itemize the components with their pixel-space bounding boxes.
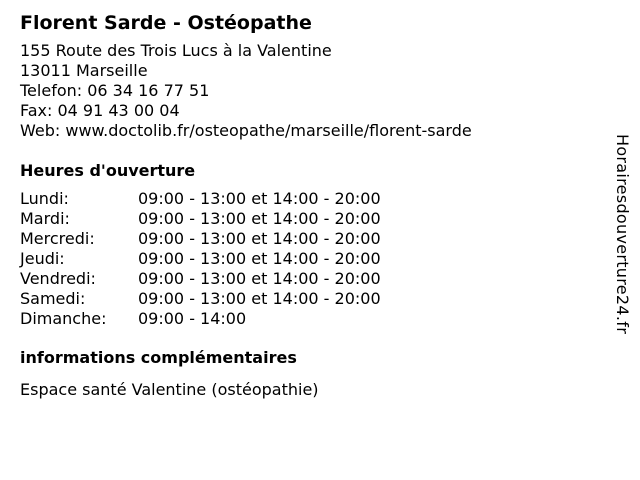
- time-range: 09:00 - 13:00 et 14:00 - 20:00: [138, 289, 381, 308]
- time-range: 09:00 - 13:00 et 14:00 - 20:00: [138, 229, 381, 248]
- website-link: Web: www.doctolib.fr/osteopathe/marseille/florent-sarde: [20, 121, 472, 140]
- business-address: [20, 41, 600, 141]
- city-address: 13011 Marseille: [20, 61, 148, 80]
- phone-number: Telefon: 06 34 16 77 51: [20, 81, 210, 100]
- time-range: 09:00 - 13:00 et 14:00 - 20:00: [138, 189, 381, 208]
- day-label: Jeudi:: [20, 249, 65, 268]
- day-label: Lundi:: [20, 189, 69, 208]
- hours-row-monday: [20, 189, 600, 209]
- fax-number: Fax: 04 91 43 00 04: [20, 101, 180, 120]
- hours-row-sunday: [20, 309, 600, 329]
- additional-info-heading: informations complémentaires: [20, 348, 297, 367]
- street-address: 155 Route des Trois Lucs à la Valentine: [20, 41, 332, 60]
- site-watermark-label: Horairesdouverture24.fr: [613, 134, 632, 335]
- hours-row-friday: [20, 269, 600, 289]
- day-label: Mardi:: [20, 209, 70, 228]
- time-range: 09:00 - 14:00: [138, 309, 247, 328]
- day-label: Samedi:: [20, 289, 86, 308]
- day-label: Mercredi:: [20, 229, 95, 248]
- hours-row-thursday: [20, 249, 600, 269]
- hours-row-tuesday: [20, 209, 600, 229]
- business-title: Florent Sarde - Ostéopathe: [20, 12, 312, 34]
- additional-info-text: Espace santé Valentine (ostéopathie): [20, 380, 319, 399]
- business-card: [20, 9, 600, 400]
- time-range: 09:00 - 13:00 et 14:00 - 20:00: [138, 209, 381, 228]
- hours-row-wednesday: [20, 229, 600, 249]
- opening-hours-heading: Heures d'ouverture: [20, 161, 196, 180]
- day-label: Vendredi:: [20, 269, 96, 288]
- time-range: 09:00 - 13:00 et 14:00 - 20:00: [138, 249, 381, 268]
- hours-row-saturday: [20, 289, 600, 309]
- opening-hours-table: [20, 189, 600, 329]
- time-range: 09:00 - 13:00 et 14:00 - 20:00: [138, 269, 381, 288]
- day-label: Dimanche:: [20, 309, 107, 328]
